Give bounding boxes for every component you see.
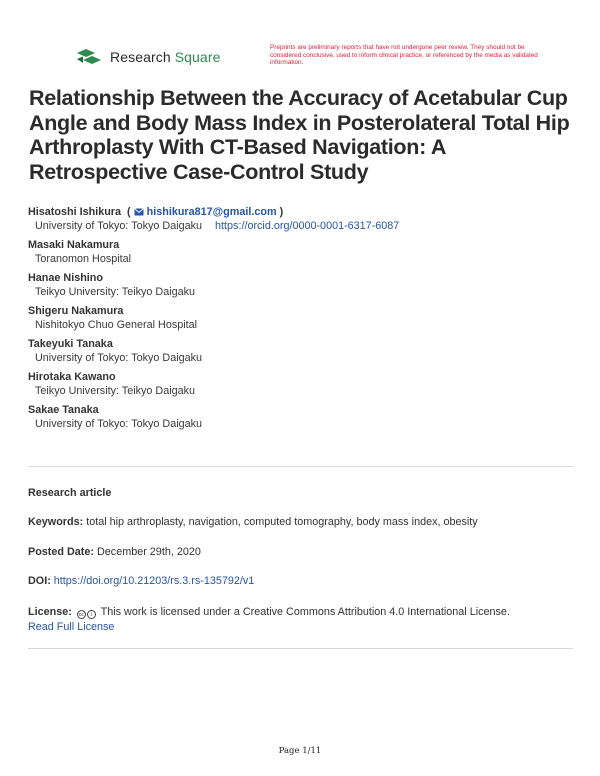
author-name: Hanae Nishino (28, 272, 103, 284)
license-text: This work is licensed under a Creative Commons Attribution 4.0 International License. (100, 606, 510, 618)
author-affiliation: Toranomon Hospital (35, 253, 132, 265)
doi-line (28, 575, 254, 587)
license-label: License: (28, 606, 72, 618)
author-name: Takeyuki Tanaka (28, 338, 113, 350)
section-divider (28, 466, 573, 467)
author-name: Hisatoshi Ishikura (28, 206, 122, 218)
preprint-disclaimer: Preprints are preliminary reports that have not undergone peer review. They should not be considered conclusive, used to inform clinical practice, or referenced by the media as validated information. (270, 44, 538, 67)
author-affiliation: University of Tokyo: Tokyo Daigaku (35, 418, 203, 430)
keywords-line (28, 516, 478, 528)
page-number: Page 1/11 (278, 746, 322, 756)
author-entry (28, 337, 588, 366)
author-name: Masaki Nakamura (28, 239, 120, 251)
paper-title: Relationship Between the Accuracy of Acetabular Cup Angle and Body Mass Index in Posterolateral Total Hip Arthroplasty With CT-Based Navigation: A Retrospective Case-Control Study (29, 86, 570, 184)
doi-label: DOI: (28, 575, 51, 587)
logo-wordmark: Research Square (110, 49, 221, 65)
author-affiliation: Teikyo University: Teikyo Daigaku (35, 385, 196, 397)
orcid-link[interactable]: https://orcid.org/0000-0001-6317-6087 (215, 220, 400, 232)
posted-date-label: Posted Date: (28, 546, 94, 558)
author-email-link[interactable]: hishikura817@gmail.com (134, 206, 277, 218)
author-entry (28, 271, 588, 300)
research-square-logo-icon (75, 47, 103, 67)
cc-by-icon: cc i (77, 610, 96, 619)
article-type: Research article (28, 487, 112, 499)
author-list (28, 205, 588, 436)
author-affiliation: Teikyo University: Teikyo Daigaku (35, 286, 196, 298)
read-full-license-link[interactable]: Read Full License (28, 621, 115, 633)
author-entry: Hisatoshi Ishikura ( hishikura817@gmail.com ) University of Tokyo: Tokyo Daigaku https://orcid.org/0000-0001-6317-6087 (28, 206, 400, 232)
author-name: Sakae Tanaka (28, 404, 99, 416)
author-entry (28, 304, 588, 333)
envelope-icon (134, 208, 144, 216)
posted-date-value: December 29th, 2020 (97, 546, 201, 558)
posted-date-line (28, 546, 201, 558)
author-name: Hirotaka Kawano (28, 371, 116, 383)
doi-link[interactable]: https://doi.org/10.21203/rs.3.rs-135792/v1 (53, 575, 255, 587)
research-square-logo[interactable] (75, 47, 220, 67)
author-affiliation: University of Tokyo: Tokyo Daigaku (35, 220, 203, 232)
section-divider (28, 648, 573, 649)
keywords-value: total hip arthroplasty, navigation, computed tomography, body mass index, obesity (86, 516, 478, 528)
author-affiliation: Nishitokyo Chuo General Hospital (35, 319, 198, 331)
author-entry (28, 238, 588, 267)
license-block (28, 605, 573, 635)
author-affiliation: University of Tokyo: Tokyo Daigaku (35, 352, 203, 364)
author-entry (28, 370, 588, 399)
author-entry (28, 403, 588, 432)
author-name: Shigeru Nakamura (28, 305, 124, 317)
keywords-label: Keywords: (28, 516, 84, 528)
